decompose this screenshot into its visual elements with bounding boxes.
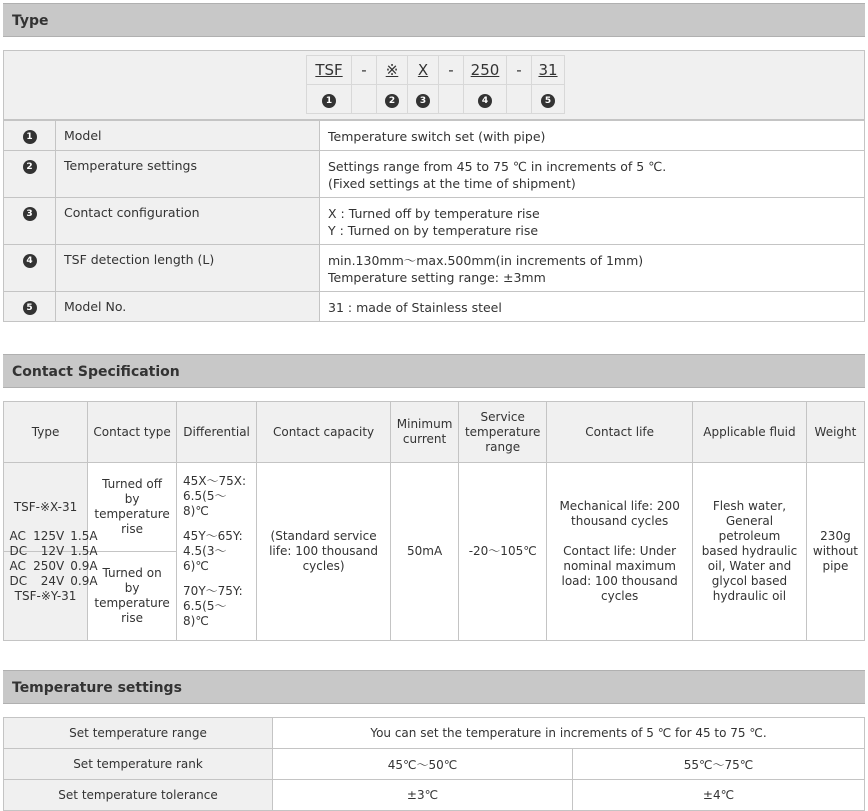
table-row — [4, 245, 865, 292]
header-contact-capacity: Contact capacity — [257, 402, 391, 463]
code-part-contact: X — [408, 56, 439, 85]
header-applicable-fluid: Applicable fluid — [693, 402, 807, 463]
rank-label: Set temperature rank — [4, 749, 273, 780]
contact-type-cell: Turned off by temperature rise — [88, 463, 177, 552]
model-code-box — [3, 50, 865, 120]
number-4-icon: 4 — [478, 94, 492, 108]
number-2-icon: 2 — [385, 94, 399, 108]
service-temperature-cell: -20～105℃ — [459, 463, 547, 641]
number-5-icon: 5 — [23, 301, 37, 315]
header-minimum-current: Minimum current — [391, 402, 459, 463]
code-part-tsf: TSF — [307, 56, 352, 85]
contact-section-title: Contact Specification — [3, 354, 865, 388]
number-4-icon: 4 — [23, 254, 37, 268]
row-value: Settings range from 45 to 75 ℃ in increments of 5 ℃. (Fixed settings at the time of shipment) — [320, 151, 865, 198]
capacity-note: (Standard service life: 100 thousand cycles) — [269, 529, 379, 573]
code-marker — [307, 85, 352, 114]
applicable-fluid-cell: Flesh water, General petroleum based hydraulic oil, Water and glycol based hydraulic oil — [693, 463, 807, 641]
header-service-temperature-range: Service temperature range — [459, 402, 547, 463]
row-label: Temperature settings — [56, 151, 320, 198]
table-row — [4, 121, 865, 151]
code-marker — [377, 85, 408, 114]
row-label: Model No. — [56, 292, 320, 322]
contact-type-cell: Turned on by temperature rise — [88, 552, 177, 641]
tolerance-value: ±3℃ — [273, 780, 573, 811]
row-value: Temperature switch set (with pipe) — [320, 121, 865, 151]
row-value: 31 : made of Stainless steel — [320, 292, 865, 322]
type-section-title: Type — [3, 3, 865, 37]
table-row — [4, 749, 865, 780]
number-3-icon: 3 — [23, 207, 37, 221]
row-value: min.130mm～max.500mm(in increments of 1mm) Temperature setting range: ±3mm — [320, 245, 865, 292]
table-row — [4, 292, 865, 322]
code-part-temp: ※ — [377, 56, 408, 85]
number-3-icon: 3 — [416, 94, 430, 108]
rank-value: 55℃～75℃ — [573, 749, 865, 780]
row-value: X : Turned off by temperature rise Y : Turned on by temperature rise — [320, 198, 865, 245]
header-weight: Weight — [806, 402, 864, 463]
model-code-grid — [306, 55, 565, 114]
number-5-icon: 5 — [541, 94, 555, 108]
weight-cell: 230g without pipe — [806, 463, 864, 641]
code-marker — [532, 85, 565, 114]
table-row — [4, 780, 865, 811]
table-row — [4, 198, 865, 245]
rank-value: 45℃～50℃ — [273, 749, 573, 780]
range-value: You can set the temperature in increments of 5 ℃ for 45 to 75 ℃. — [273, 718, 865, 749]
code-sep: - — [352, 56, 377, 85]
number-1-icon: 1 — [23, 130, 37, 144]
header-type: Type — [4, 402, 88, 463]
tolerance-label: Set temperature tolerance — [4, 780, 273, 811]
minimum-current-cell: 50mA — [391, 463, 459, 641]
code-part-length: 250 — [464, 56, 507, 85]
code-marker — [464, 85, 507, 114]
row-label: Contact configuration — [56, 198, 320, 245]
type-cell: TSF-※X-31 — [4, 463, 88, 552]
code-sep: - — [439, 56, 464, 85]
header-contact-life: Contact life — [547, 402, 693, 463]
row-label: TSF detection length (L) — [56, 245, 320, 292]
code-marker — [408, 85, 439, 114]
table-row — [4, 718, 865, 749]
contact-life-cell: Mechanical life: 200 thousand cycles Contact life: Under nominal maximum load: 100 thousand cycles — [547, 463, 693, 641]
number-2-icon: 2 — [23, 160, 37, 174]
row-label: Model — [56, 121, 320, 151]
capacity-grid: AC 125V 1.5A DC 12V 1.5A AC 250V 0.9A DC 24V 0.9A — [9, 529, 98, 588]
differential-cell: 45X～75X: 6.5(5～8)℃ 45Y～65Y: 4.5(3～6)℃ 70Y～75Y: 6.5(5～8)℃ — [177, 463, 257, 641]
contact-spec-table — [3, 401, 865, 641]
header-contact-type: Contact type — [88, 402, 177, 463]
table-row — [4, 463, 865, 552]
temp-section-title: Temperature settings — [3, 670, 865, 704]
tolerance-value: ±4℃ — [573, 780, 865, 811]
code-sep: - — [507, 56, 532, 85]
number-1-icon: 1 — [322, 94, 336, 108]
table-row — [4, 151, 865, 198]
header-differential: Differential — [177, 402, 257, 463]
table-header-row — [4, 402, 865, 463]
code-part-model: 31 — [532, 56, 565, 85]
temperature-settings-table — [3, 717, 865, 811]
range-label: Set temperature range — [4, 718, 273, 749]
type-table — [3, 120, 865, 322]
type-cell: TSF-※Y-31 — [4, 552, 88, 641]
